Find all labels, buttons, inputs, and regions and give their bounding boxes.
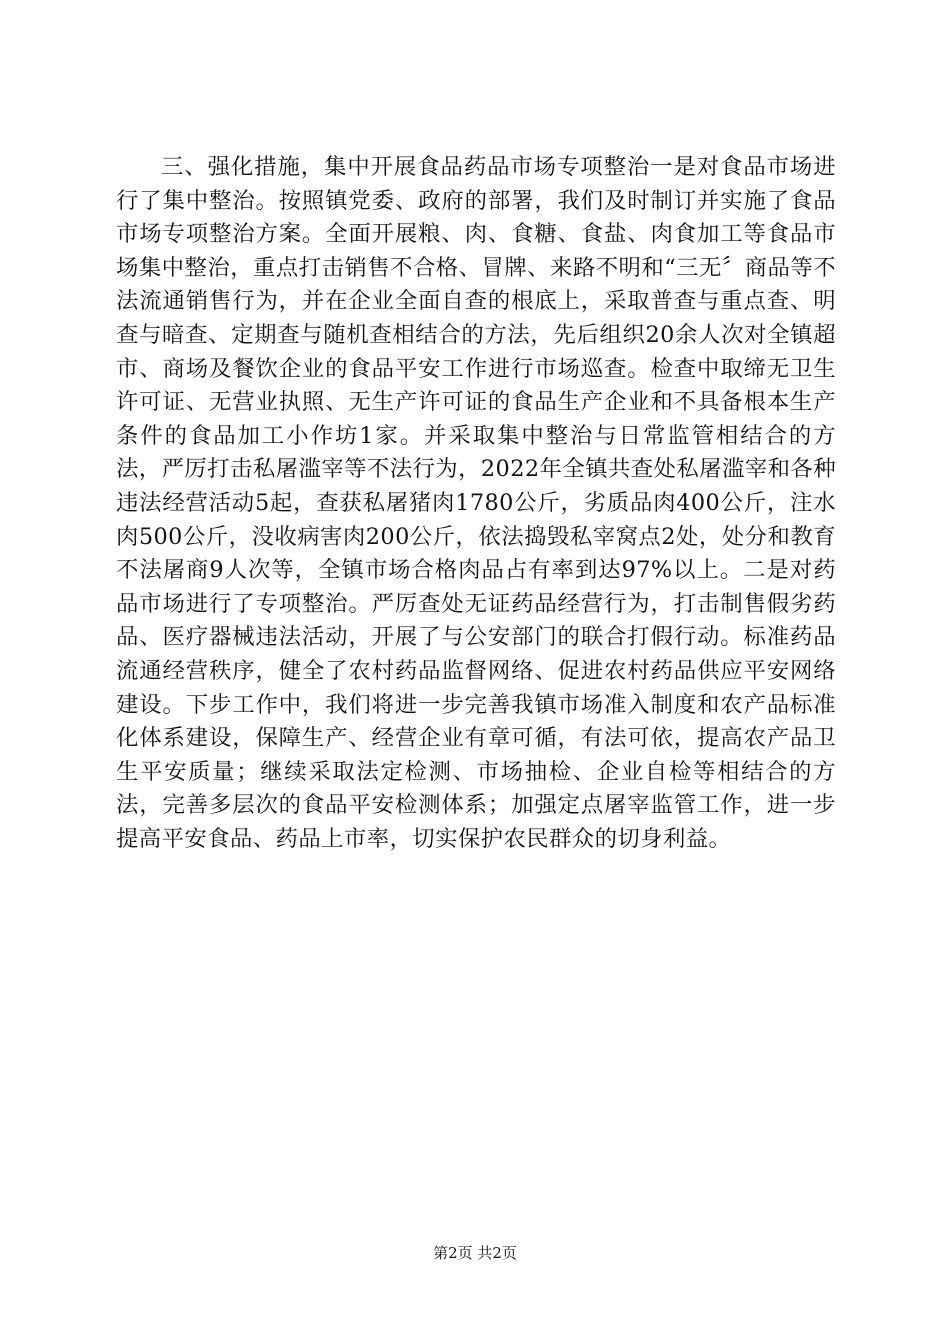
body-paragraph: 三、强化措施，集中开展食品药品市场专项整治一是对食品市场进行了集中整治。按照镇党委、政府的部署，我们及时制订并实施了食品市场专项整治方案。全面开展粮、肉、食糖、食盐、肉食加工等食品市场集中整治，重点打击销售不合格、冒牌、来路不明和“三无〞商品等不法流通销售行为，并在企业全面自查的根底上，采取普查与重点查、明查与暗查、定期查与随机查相结合的方法，先后组织20余人次对全镇超市、商场及餐饮企业的食品平安工作进行市场巡查。检查中取缔无卫生许可证、无营业执照、无生产许可证的食品生产企业和不具备根本生产条件的食品加工小作坊1家。并采取集中整治与日常监管相结合的方法，严厉打击私屠滥宰等不法行为，2022年全镇共查处私屠滥宰和各种违法经营活动5起，查获私屠猪肉1780公斤，劣质品肉400公斤，注水肉500公斤，没收病害肉200公斤，依法捣毁私宰窝点2处，处分和教育不法屠商9人次等，全镇市场合格肉品占有率到达97%以上。二是对药品市场进行了专项整治。严厉查处无证药品经营行为，打击制售假劣药品、医疗器械违法活动，开展了与公安部门的联合打假行动。标准药品流通经营秩序，健全了农村药品监督网络、促进农村药品供应平安网络建设。下步工作中，我们将进一步完善我镇市场准入制度和农产品标准化体系建设，保障生产、经营企业有章可循，有法可依，提高农产品卫生平安质量；继续采取法定检测、市场抽检、企业自检等相结合的方法，完善多层次的食品平安检测体系；加强定点屠宰监管工作，进一步提高平安食品、药品上市率，切实保护农民群众的切身利益。 [116,154,836,852]
page-footer: 第2页 共2页 [433,1244,517,1262]
